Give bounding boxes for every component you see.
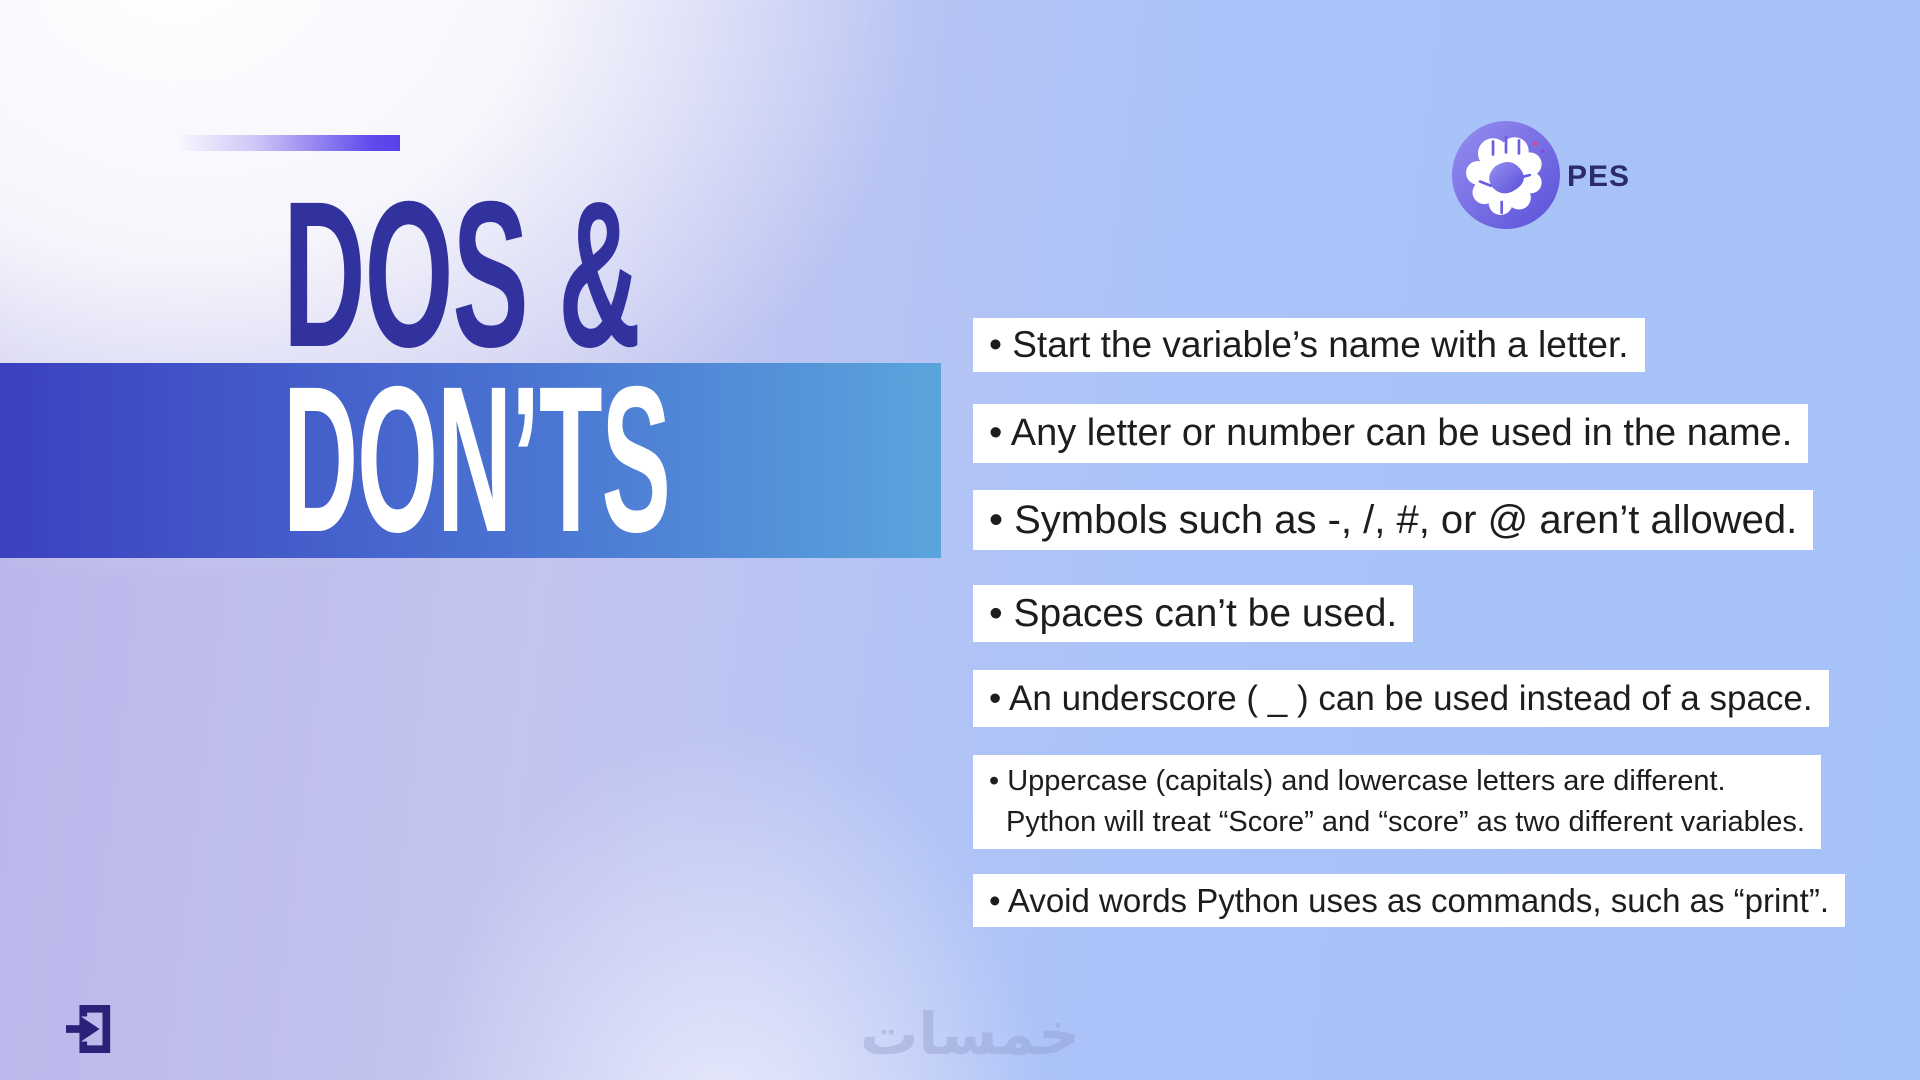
- rule-text: • Start the variable’s name with a letter.: [989, 324, 1629, 365]
- rule-item-1: [973, 318, 1645, 372]
- rule-text: • An underscore ( _ ) can be used instead of a space.: [989, 678, 1813, 718]
- rule-item-3: [973, 490, 1813, 550]
- title-line-1: DOS &: [283, 159, 640, 391]
- rule-text-line2: Python will treat “Score” and “score” as two different variables.: [1006, 806, 1805, 838]
- rule-text-wrap: [989, 761, 1805, 842]
- logo-label: PES: [1567, 160, 1631, 193]
- login-arrow-icon: [66, 1003, 114, 1055]
- rule-item-6: [973, 755, 1821, 849]
- brain-icon: [1452, 121, 1560, 229]
- rule-item-2: [973, 404, 1808, 463]
- rule-text: • Avoid words Python uses as commands, such as “print”.: [989, 881, 1829, 919]
- rule-text: • Any letter or number can be used in the name.: [989, 412, 1793, 454]
- accent-line: [175, 135, 400, 151]
- pes-logo: [1452, 121, 1560, 229]
- rule-item-7: [973, 874, 1845, 927]
- rule-item-5: [973, 670, 1829, 727]
- watermark-text: خمسات: [860, 1000, 1080, 1068]
- rule-text: • Symbols such as -, /, #, or @ aren’t allowed.: [989, 497, 1798, 542]
- rule-text: • Spaces can’t be used.: [989, 591, 1398, 635]
- rule-item-4: [973, 585, 1413, 642]
- rule-text-line1: • Uppercase (capitals) and lowercase letters are different.: [989, 765, 1726, 798]
- title-line-2: DON’TS: [283, 344, 670, 576]
